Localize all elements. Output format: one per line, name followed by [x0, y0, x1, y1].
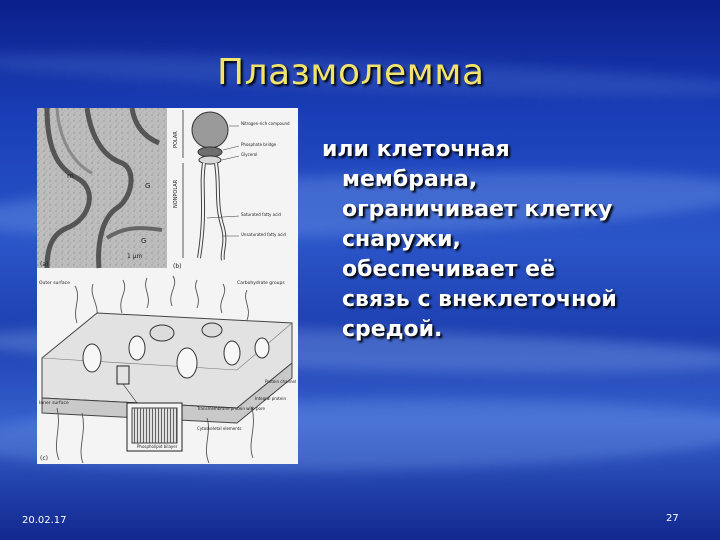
body-line: ограничивает клетку — [342, 197, 613, 222]
nonpolar-label: NONPOLAR — [173, 179, 179, 208]
membrane-illustration — [37, 108, 298, 464]
scale-label: 1 μm — [127, 253, 143, 260]
label-g: G — [145, 182, 151, 190]
body-line: связь с внеклеточной — [342, 287, 617, 312]
micrograph-panel — [37, 108, 167, 268]
body-line: обеспечивает её — [342, 257, 556, 282]
molecule-label: Saturated fatty acid — [241, 212, 281, 217]
molecule-label: Unsaturated fatty acid — [241, 232, 286, 237]
body-line: средой. — [342, 317, 443, 342]
membrane-label: Protein channel — [265, 379, 297, 384]
membrane-label: Phospholipid bilayer — [137, 444, 178, 449]
phospholipid-panel — [173, 110, 290, 270]
molecule-label: Nitrogen-rich compound — [241, 121, 290, 126]
membrane-label: Carbohydrate groups — [237, 281, 285, 286]
molecule-label: Glycerol — [241, 152, 258, 157]
panel-a-label: (a) — [40, 261, 49, 268]
slide-body — [316, 135, 696, 345]
polar-label: POLAR — [173, 131, 179, 148]
body-line: мембрана, — [342, 167, 478, 192]
membrane-label: Transmembrane protein with pore — [197, 406, 265, 411]
membrane-label: Cytoskeletal elements — [197, 426, 242, 431]
panel-c-label: (c) — [40, 455, 48, 462]
molecule-label: Phosphate bridge — [241, 142, 277, 147]
slide-title: Плазмолемма — [217, 52, 485, 93]
body-line: снаружи, — [342, 227, 461, 252]
membrane-label: Integral protein — [255, 396, 286, 401]
slide-number: 27 — [666, 513, 679, 524]
footer-date: 20.02.17 — [22, 515, 67, 526]
membrane-model-panel — [39, 276, 296, 463]
membrane-label: Outer surface — [39, 281, 70, 286]
label-g-2: G — [141, 237, 147, 245]
membrane-label: Inner surface — [39, 401, 69, 406]
panel-b-label: (b) — [173, 263, 182, 270]
body-line: или клеточная — [322, 137, 510, 162]
label-m: m — [67, 172, 74, 180]
